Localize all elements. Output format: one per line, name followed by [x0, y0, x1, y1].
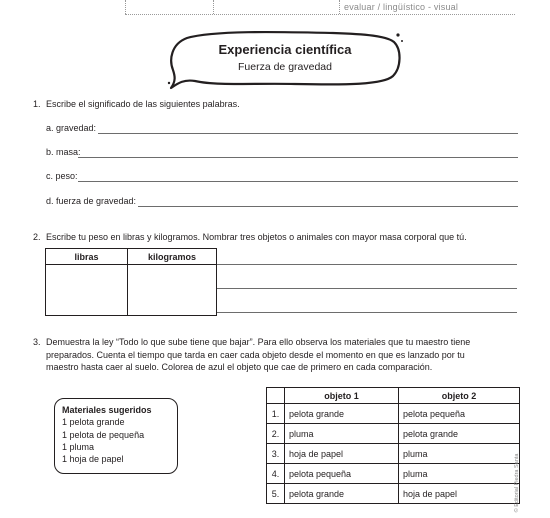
skills-label: evaluar / lingüístico - visual	[344, 2, 459, 12]
question-text: Escribe el significado de las siguientes palabras.	[46, 99, 240, 109]
row-number: 2.	[267, 424, 285, 444]
table-row	[267, 424, 520, 444]
weight-table[interactable]	[45, 248, 217, 316]
question-number: 1.	[33, 99, 41, 109]
column-divider	[127, 249, 128, 315]
answer-underline	[138, 206, 518, 207]
materials-item: 1 hoja de papel	[62, 454, 124, 465]
page-title: Experiencia científica	[218, 42, 352, 57]
table-row	[267, 404, 520, 424]
publisher-credit-text: © Editorial Piedra Santa	[514, 453, 520, 513]
materials-box	[54, 398, 178, 474]
header-vline	[125, 0, 126, 14]
table-row	[267, 464, 520, 484]
column-header-libras: libras	[74, 252, 99, 262]
objects-answer-line[interactable]	[217, 312, 517, 313]
question-text-line: maestro hasta caer al suelo. Colorea de azul el objeto que cae de primero en cada comparación.	[46, 362, 433, 372]
comparison-table	[266, 387, 520, 504]
answer-line-peso[interactable]	[46, 171, 518, 185]
answer-label: b. masa:	[46, 147, 81, 157]
question-1	[33, 98, 513, 111]
answer-label: c. peso:	[46, 171, 78, 181]
answer-label: a. gravedad:	[46, 123, 97, 133]
question-number: 3.	[33, 337, 41, 347]
answer-underline	[78, 157, 518, 158]
answer-label: d. fuerza de gravedad:	[46, 196, 137, 206]
materials-title: Materiales sugeridos	[62, 405, 152, 415]
answer-line-fuerza-de-gravedad[interactable]	[46, 196, 518, 210]
page-subtitle: Fuerza de gravedad	[238, 61, 332, 73]
object-1-cell[interactable]: pelota grande	[285, 404, 399, 424]
object-2-cell[interactable]: pelota grande	[399, 424, 520, 444]
row-number: 3.	[267, 444, 285, 464]
question-3	[33, 336, 523, 376]
object-2-cell[interactable]: hoja de papel	[399, 484, 520, 504]
materials-item: 1 pelota de pequeña	[62, 429, 145, 440]
header-hline	[125, 14, 515, 15]
objects-answer-line[interactable]	[217, 288, 517, 289]
object-2-cell[interactable]: pluma	[399, 444, 520, 464]
column-header-objeto-1: objeto 1	[285, 388, 399, 404]
question-text: Escribe tu peso en libras y kilogramos. Nombrar tres objetos o animales con mayor masa corporal que tú.	[46, 232, 467, 242]
row-number: 4.	[267, 464, 285, 484]
object-1-cell[interactable]: pluma	[285, 424, 399, 444]
column-header-objeto-2: objeto 2	[399, 388, 520, 404]
header-number-cell	[267, 388, 285, 404]
table-row	[267, 484, 520, 504]
materials-item: 1 pluma	[62, 441, 95, 452]
column-header-kilogramos: kilogramos	[147, 252, 196, 262]
table-row	[267, 444, 520, 464]
answer-line-masa[interactable]	[46, 147, 518, 161]
table-header-row	[267, 388, 520, 404]
answer-underline	[98, 133, 518, 134]
object-2-cell[interactable]: pluma	[399, 464, 520, 484]
objects-answer-line[interactable]	[217, 264, 517, 265]
answer-line-gravedad[interactable]	[46, 123, 518, 137]
title-cloud	[165, 28, 405, 90]
row-number: 1.	[267, 404, 285, 424]
object-1-cell[interactable]: hoja de papel	[285, 444, 399, 464]
question-2	[33, 231, 523, 244]
header-vline	[213, 0, 214, 14]
title-cloud-shape	[165, 28, 405, 90]
weight-table-header	[46, 249, 216, 265]
object-1-cell[interactable]: pelota grande	[285, 484, 399, 504]
answer-underline	[78, 181, 518, 182]
question-text-line: Demuestra la ley “Todo lo que sube tiene que bajar”. Para ello observa los materiales que tu maestro tiene	[46, 337, 471, 347]
publisher-credit	[512, 452, 522, 516]
object-2-cell[interactable]: pelota pequeña	[399, 404, 520, 424]
row-number: 5.	[267, 484, 285, 504]
question-number: 2.	[33, 232, 41, 242]
header-vline	[339, 0, 340, 14]
question-text-line: preparados. Cuenta el tiempo que tarda en caer cada objeto desde el momento en que es lanzado por tu	[46, 349, 465, 360]
object-1-cell[interactable]: pelota pequeña	[285, 464, 399, 484]
materials-item: 1 pelota grande	[62, 417, 125, 428]
